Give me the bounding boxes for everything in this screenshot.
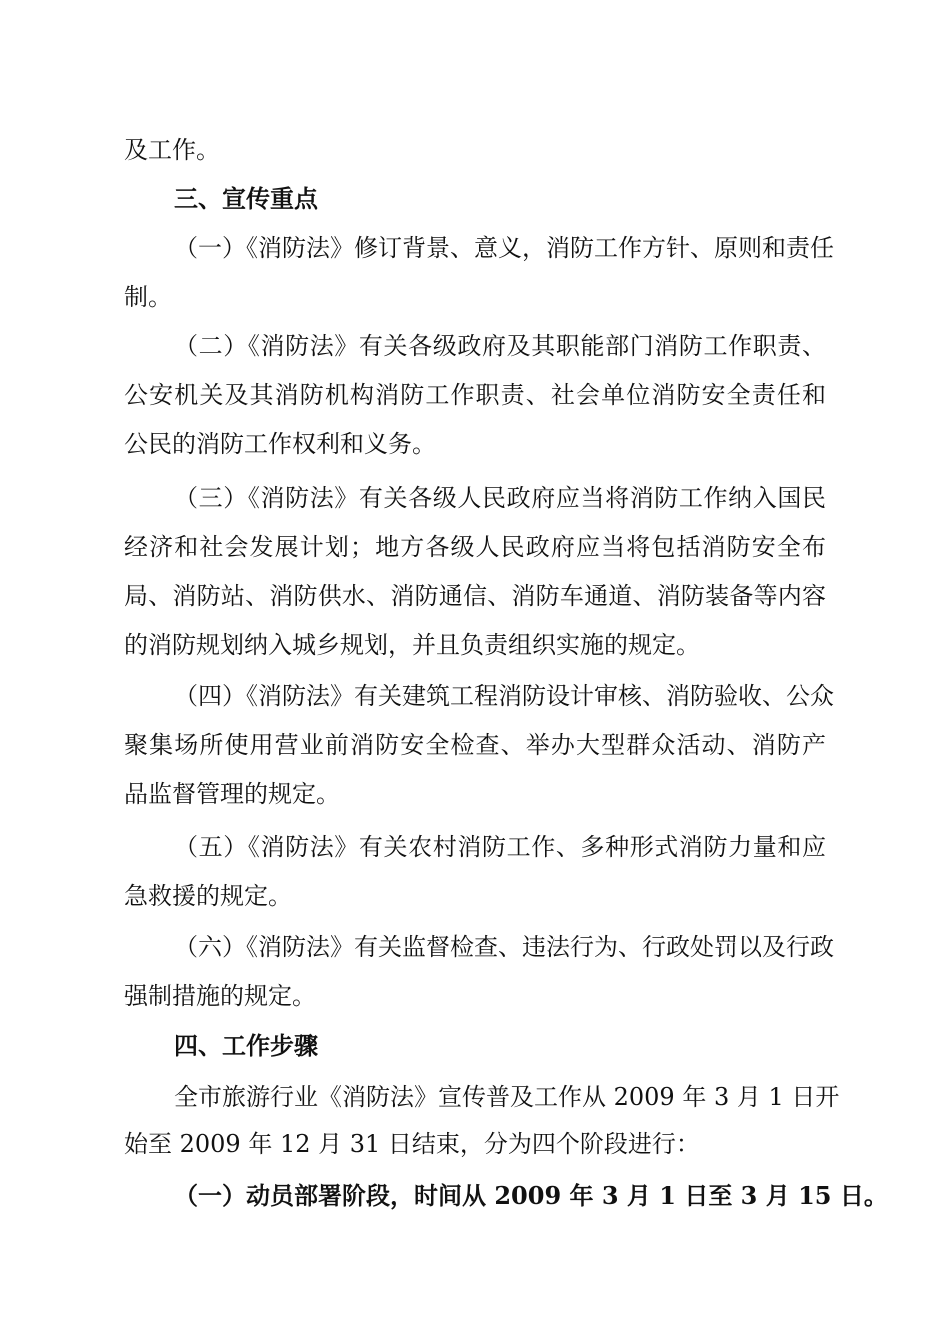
item-1-line-2: 制。 bbox=[124, 283, 172, 311]
phase-1-heading: （一）动员部署阶段，时间从 2009 年 3 月 1 日至 3 月 15 日。 bbox=[174, 1181, 888, 1210]
item-3-line-1: （三）《消防法》有关各级人民政府应当将消防工作纳入国民 bbox=[174, 484, 826, 512]
item-6-line-1: （六）《消防法》有关监督检查、违法行为、行政处罚以及行政 bbox=[174, 933, 834, 961]
item-6-line-2: 强制措施的规定。 bbox=[124, 982, 316, 1010]
item-5-line-1: （五）《消防法》有关农村消防工作、多种形式消防力量和应 bbox=[174, 833, 826, 861]
item-2-line-3: 公民的消防工作权利和义务。 bbox=[124, 430, 436, 458]
item-4-line-1: （四）《消防法》有关建筑工程消防设计审核、消防验收、公众 bbox=[174, 682, 834, 710]
item-4-line-3: 品监督管理的规定。 bbox=[124, 780, 340, 808]
steps-intro-line-1: 全市旅游行业《消防法》宣传普及工作从 2009 年 3 月 1 日开 bbox=[174, 1083, 840, 1111]
item-2-line-2: 公安机关及其消防机构消防工作职责、社会单位消防安全责任和 bbox=[124, 381, 826, 409]
item-2-line-1: （二）《消防法》有关各级政府及其职能部门消防工作职责、 bbox=[174, 332, 826, 360]
item-5-line-2: 急救援的规定。 bbox=[124, 882, 292, 910]
item-1-line-1: （一）《消防法》修订背景、意义，消防工作方针、原则和责任 bbox=[174, 234, 834, 262]
steps-intro-line-2: 始至 2009 年 12 月 31 日结束，分为四个阶段进行： bbox=[124, 1130, 700, 1158]
section-heading-3: 三、宣传重点 bbox=[174, 185, 318, 213]
paragraph-continuation: 及工作。 bbox=[124, 136, 220, 164]
item-3-line-3: 局、消防站、消防供水、消防通信、消防车通道、消防装备等内容 bbox=[124, 582, 826, 610]
item-3-line-2: 经济和社会发展计划；地方各级人民政府应当将包括消防安全布 bbox=[124, 533, 826, 561]
section-heading-4: 四、工作步骤 bbox=[174, 1032, 318, 1060]
item-4-line-2: 聚集场所使用营业前消防安全检查、举办大型群众活动、消防产 bbox=[124, 731, 826, 759]
item-3-line-4: 的消防规划纳入城乡规划，并且负责组织实施的规定。 bbox=[124, 631, 700, 659]
